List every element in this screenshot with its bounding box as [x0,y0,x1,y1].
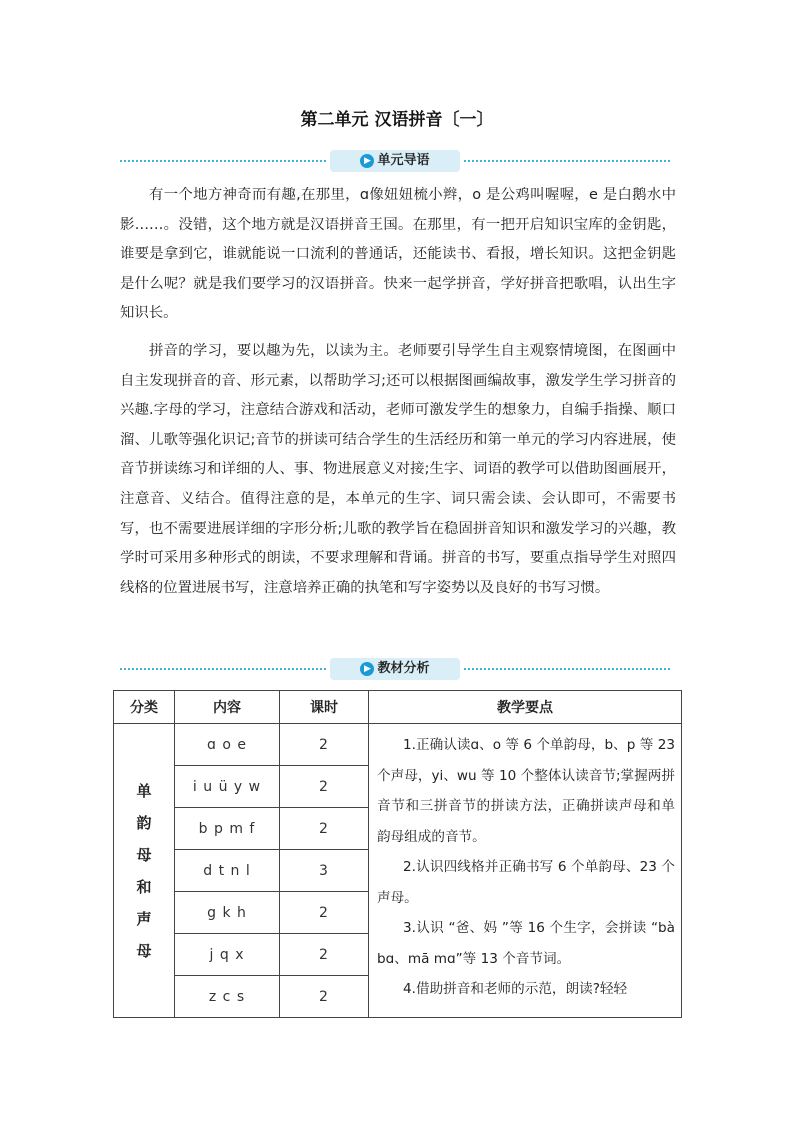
dotted-divider [120,160,326,162]
content-cell: b p m f [175,808,280,850]
intro-paragraph-1: 有一个地方神奇而有趣,在那里，ɑ像妞妞梳小辫，o 是公鸡叫喔喔，e 是白鹅水中影……。没错，这个地方就是汉语拼音王国。在那里，有一把开启知识宝库的金钥匙，谁要是拿到它，谁就能说一口流利的普通话，还能读书、看报，增长知识。这把金钥匙是什么呢？就是我们要学习的汉语拼音。快来一起学拼音，学好拼音把歌唱，认出生字知识长。 [120,187,676,322]
teaching-points-cell [369,724,682,1018]
hours-cell: 2 [280,724,369,766]
column-header-hours: 课时 [280,691,369,724]
hours-cell: 2 [280,892,369,934]
section-header-textbook-analysis [120,658,670,680]
content-cell: j q x [175,934,280,976]
category-cell [114,724,175,1018]
table-row [114,724,682,766]
content-cell: g k h [175,892,280,934]
category-char: 声 [136,909,152,928]
teaching-point: 2.认识四线格并正确书写 6 个单韵母、23 个声母。 [377,859,675,906]
category-char: 母 [136,941,152,960]
section-label-pill [330,658,460,680]
hours-cell: 2 [280,808,369,850]
column-header-teaching-points: 教学要点 [369,691,682,724]
teaching-point: 1.正确认读ɑ、o 等 6 个单韵母，b、p 等 23 个声母，yi、wu 等 10 个整体认读音节;掌握两拼音节和三拼音节的拼读方法，正确拼读声母和单韵母组成的音节。 [377,737,675,845]
dotted-divider [464,668,670,670]
teaching-point: 4.借助拼音和老师的示范，朗读?轻轻 [403,981,628,997]
table-header-row [114,691,682,724]
content-cell: i u ü y w [175,766,280,808]
content-cell: d t n l [175,850,280,892]
hours-cell: 2 [280,934,369,976]
category-char: 和 [136,877,152,896]
page-title: 第二单元 汉语拼音〔一〕 [300,110,494,130]
hours-cell: 2 [280,766,369,808]
section-label: 单元导语 [377,153,430,168]
dotted-divider [464,160,670,162]
column-header-content: 内容 [175,691,280,724]
teaching-point: 3.认识 “爸、妈 ”等 16 个生字，会拼读 “bà bɑ、mā mɑ”等 13 个音节词。 [377,920,675,967]
arrow-right-icon: ▶ [360,662,374,676]
content-cell: ɑ o e [175,724,280,766]
intro-paragraph-2: 拼音的学习，要以趣为先，以读为主。老师要引导学生自主观察情境图，在图画中自主发现拼音的音、形元素，以帮助学习;还可以根据图画编故事，激发学生学习拼音的兴趣.字母的学习，注意结合游戏和活动，老师可激发学生的想象力，自编手指操、顺口溜、儿歌等强化识记;音节的拼读可结合学生的生活经历和第一单元的学习内容进展，使音节拼读练习和详细的人、事、物进展意义对接;生字、词语的教学可以借助图画展开，注意音、义结合。值得注意的是，本单元的生字、词只需会读、会认即可，不需要书写，也不需要进展详细的字形分析;儿歌的教学旨在稳固拼音知识和激发学习的兴趣，教学时可采用多种形式的朗读，不要求理解和背诵。拼音的书写，要重点指导学生对照四线格的位置进展书写，注意培养正确的执笔和写字姿势以及良好的书写习惯。 [120,343,676,596]
arrow-right-icon: ▶ [360,154,374,168]
section-header-unit-intro [120,150,670,172]
category-char: 单 [136,781,152,800]
dotted-divider [120,668,326,670]
analysis-table [113,690,682,1018]
column-header-category: 分类 [114,691,175,724]
content-cell: z c s [175,976,280,1018]
category-char: 韵 [136,813,152,832]
section-label-pill [330,150,460,172]
category-char: 母 [136,845,152,864]
section-label: 教材分析 [377,661,430,676]
hours-cell: 3 [280,850,369,892]
hours-cell: 2 [280,976,369,1018]
